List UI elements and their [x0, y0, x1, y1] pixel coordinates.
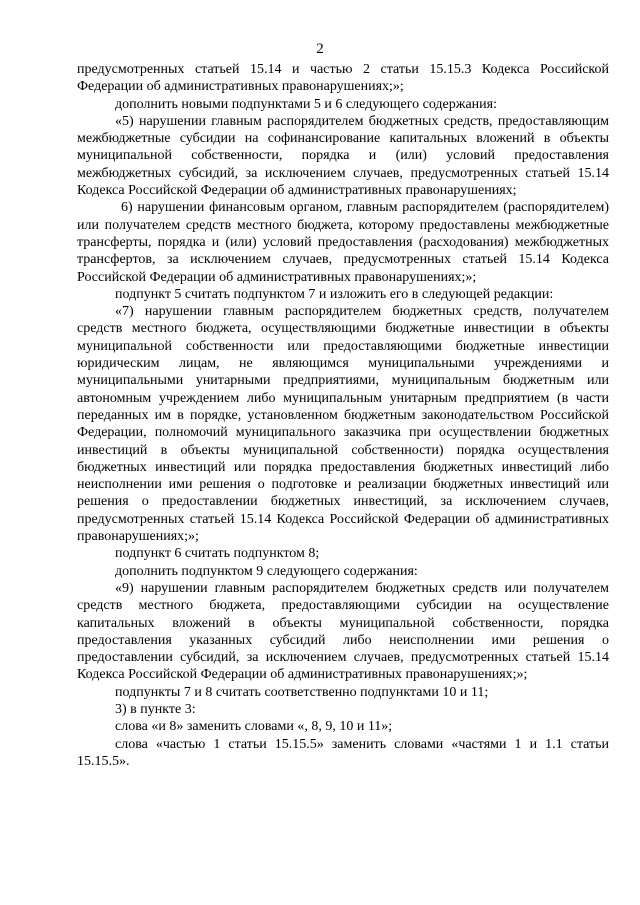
document-body	[77, 61, 609, 770]
paragraph-subitem-6: 6) нарушении финансовым органом, главным распорядителем (распорядителем) или получателем средств местного бюджета, которому предоставлены межбюджетные трансферты, порядка и (или) условий предоставления (расходования) межбюджетных трансфертов, за исключением случаев, предусмотренных статьей 15.14 Кодекса Российской Федерации об административных правонарушениях;»;	[77, 200, 609, 285]
paragraph-subitem-7: «7) нарушении главным распорядителем бюджетных средств, получателем средств местного бюджета, осуществляющими бюджетные инвестиции в объекты муниципальной собственности или предоставляющими бюджетные инвестиции юридическим лицам, не являющимся муниципальными учреждениями и муниципальными унитарными предприятиями, муниципальным бюджетным или автономным учреждением либо муниципальным унитарным предприятием (в части переданных им в порядке, установленном бюджетным законодательством Российской Федерации, полномочий муниципального заказчика при осуществлении бюджетных инвестиций в объекты муниципальной собственности) порядка осуществления бюджетных инвестиций или порядка предоставления бюджетных инвестиций либо неисполнении ими решения о подготовке и реализации бюджетных инвестиций или решения о предоставлении бюджетных инвестиций, за исключением случаев, предусмотренных статьей 15.14 Кодекса Российской Федерации об административных правонарушениях;»;	[77, 304, 609, 545]
paragraph-replace-words-1: слова «и 8» заменить словами «, 8, 9, 10 и 11»;	[115, 719, 393, 735]
paragraph-subitem-9: «9) нарушении главным распорядителем бюджетных средств или получателем средств местного бюджета, предоставляющими субсидии на осуществление капитальных вложений в объекты муниципальной собственности, порядка предоставления указанных субсидий либо неисполнении ими решения о предоставлении субсидий, за исключением случаев, предусмотренных статьей 15.14 Кодекса Российской Федерации об административных правонарушениях;»;	[77, 580, 609, 683]
paragraph-renumber-5-to-7: подпункт 5 считать подпунктом 7 и изложить его в следующей редакции:	[115, 286, 554, 302]
paragraph-add-subitems-5-6: дополнить новыми подпунктами 5 и 6 следующего содержания:	[115, 96, 497, 112]
paragraph-subitem-5: «5) нарушении главным распорядителем бюджетных средств, предоставляющим межбюджетные субсидии на софинансирование капитальных вложений в объекты муниципальной собственности, порядка и (или) условий предоставления межбюджетных субсидий, за исключением случаев, предусмотренных статьей 15.14 Кодекса Российской Федерации об административных правонарушениях;	[77, 113, 609, 199]
paragraph-continuation: предусмотренных статьей 15.14 и частью 2 статьи 15.15.3 Кодекса Российской Федерации об административных правонарушениях;»;	[77, 62, 609, 95]
paragraph-renumber-7-8: подпункты 7 и 8 считать соответственно подпунктами 10 и 11;	[115, 684, 489, 700]
paragraph-replace-words-2: слова «частью 1 статьи 15.15.5» заменить словами «частями 1 и 1.1 статьи 15.15.5».	[77, 736, 609, 769]
page-number: 2	[316, 41, 324, 57]
paragraph-add-subitem-9: дополнить подпунктом 9 следующего содержания:	[115, 563, 418, 579]
paragraph-item-3: 3) в пункте 3:	[115, 701, 196, 717]
paragraph-renumber-6-to-8: подпункт 6 считать подпунктом 8;	[115, 546, 320, 562]
